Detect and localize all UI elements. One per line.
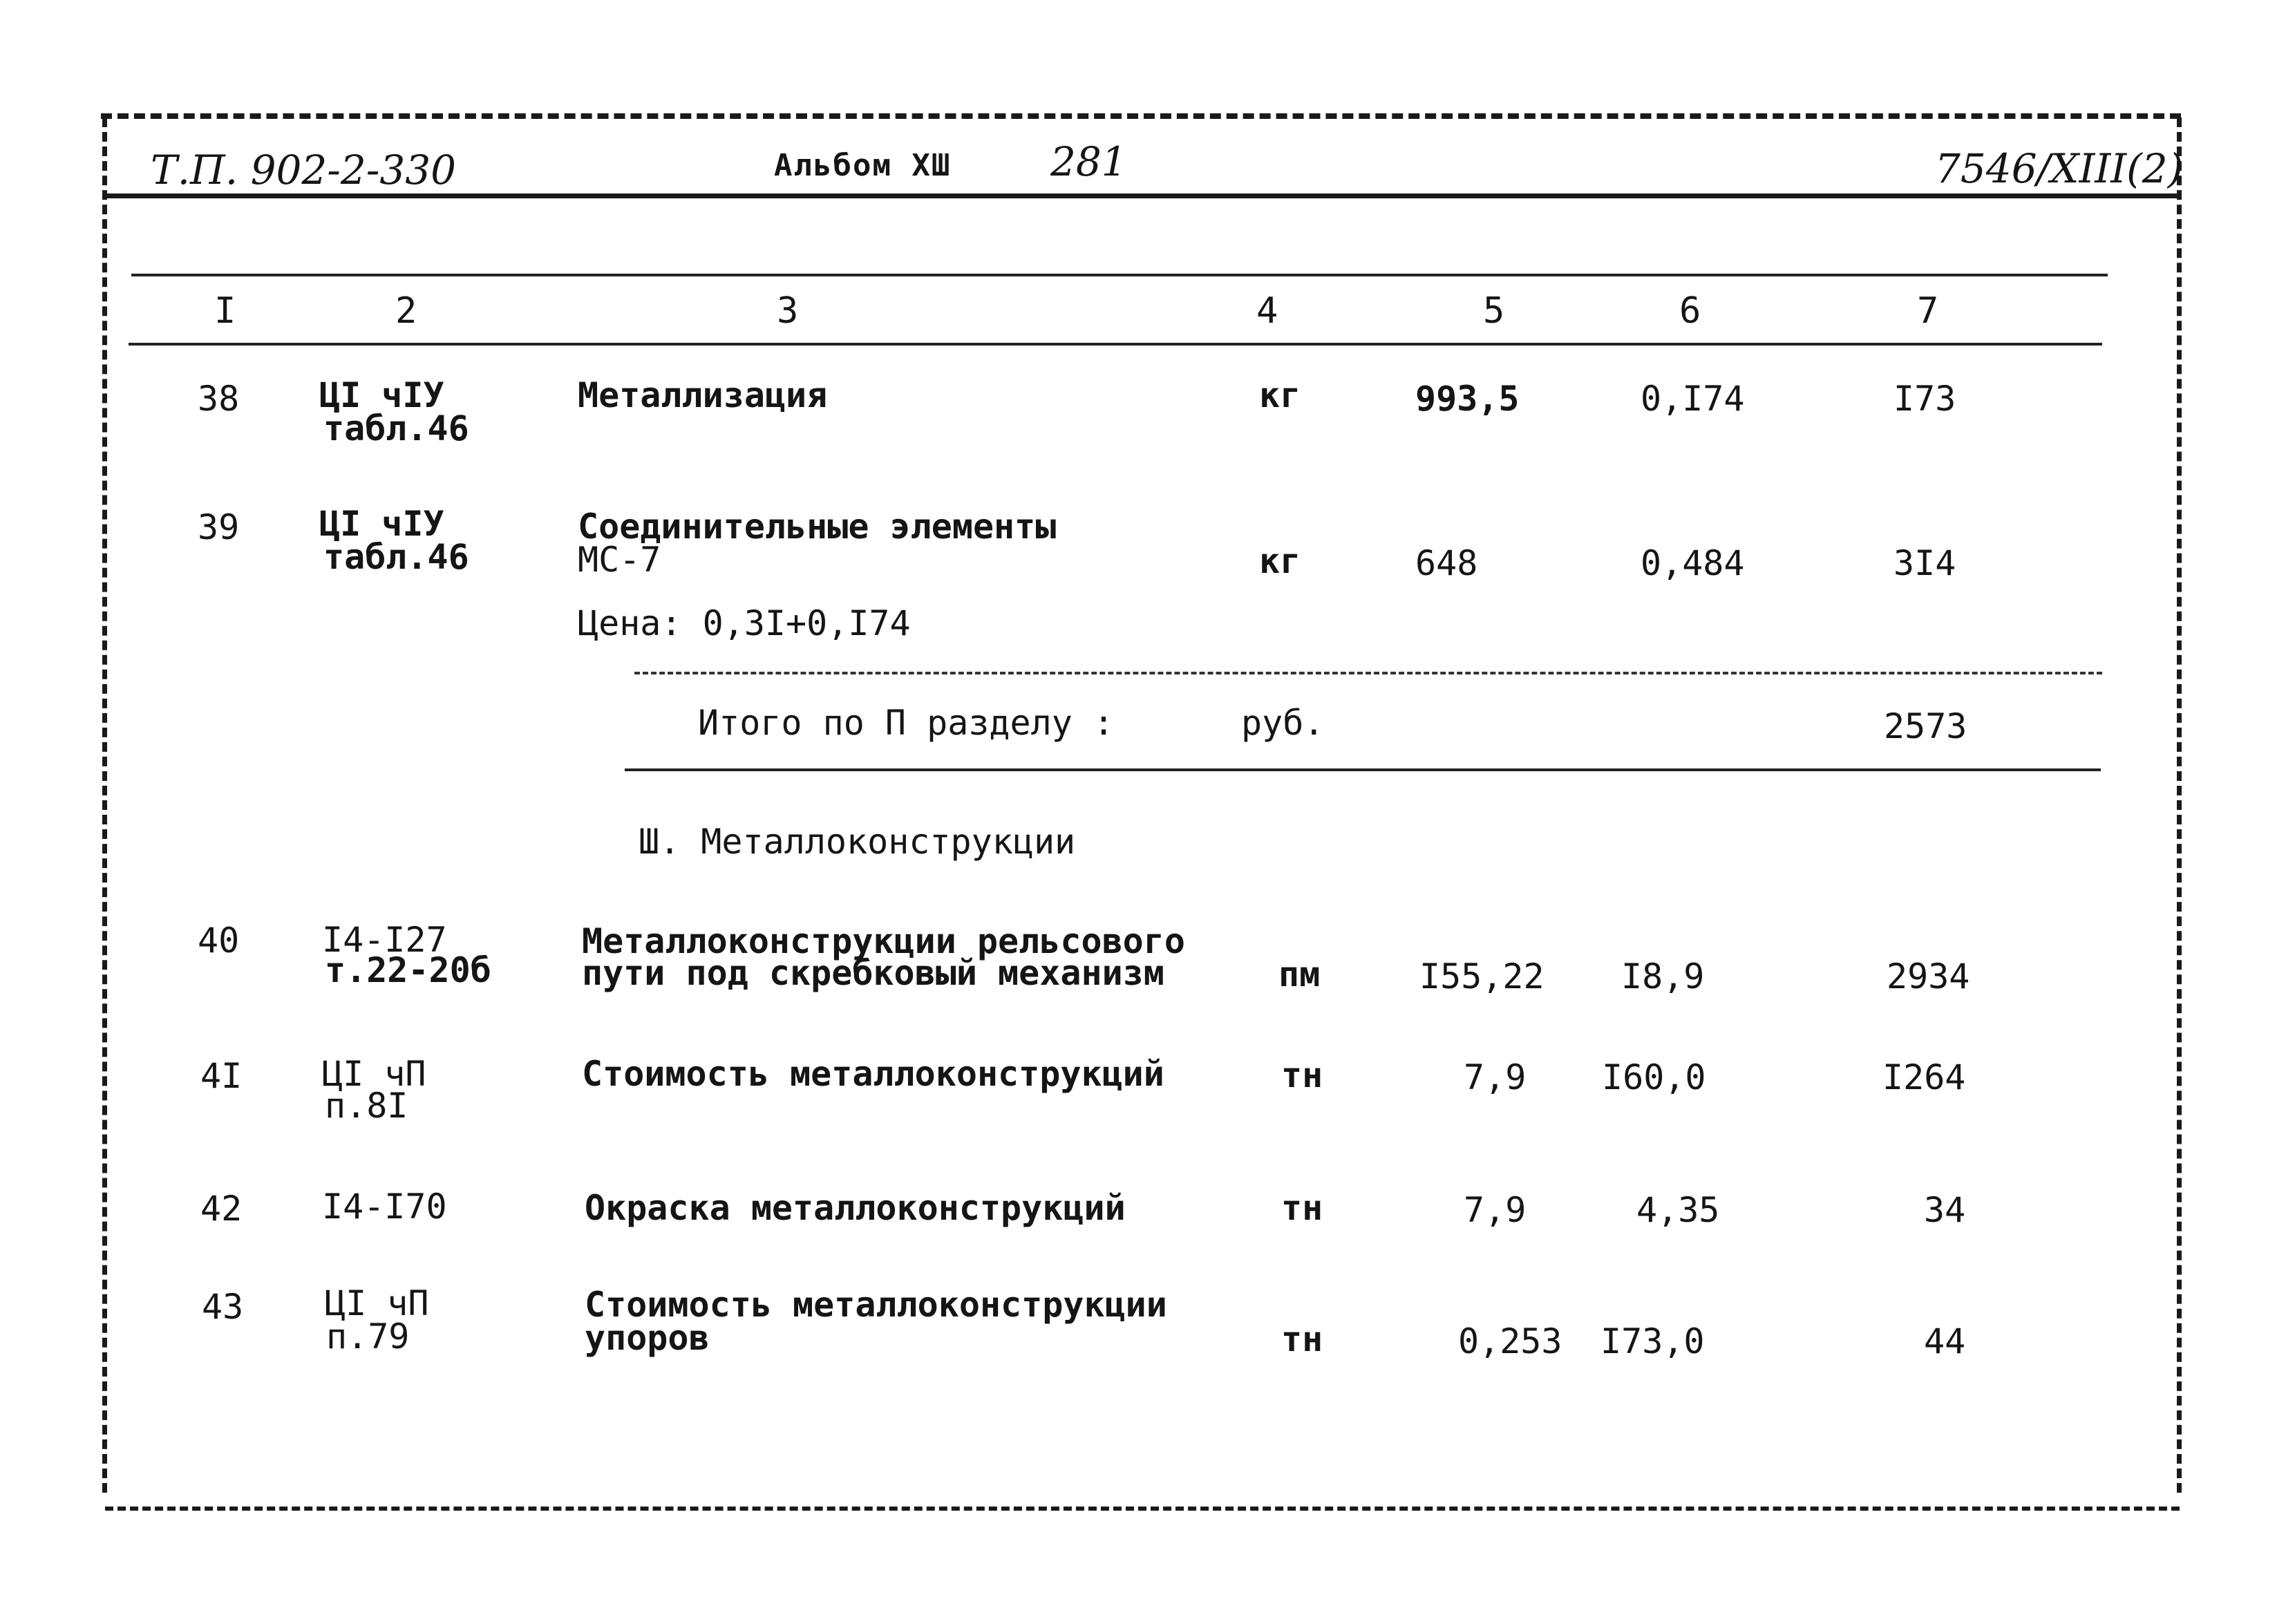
unit: кг (1259, 541, 1301, 581)
description-line2: упоров (585, 1318, 710, 1358)
section-heading: Ш. Металлоконструкции (639, 822, 1076, 862)
row-number: 39 (198, 507, 240, 547)
total-cost: I264 (1882, 1057, 1966, 1097)
reference-line2: табл.46 (323, 408, 469, 449)
subtotal-bottom-rule (625, 768, 2101, 771)
description-line2: МС-7 (578, 540, 661, 580)
column-header-6: 6 (1679, 290, 1701, 332)
column-header-7: 7 (1917, 290, 1939, 332)
album-title: Альбом ХШ (774, 148, 952, 183)
description: Окраска металлоконструкций (585, 1188, 1126, 1228)
quantity: 648 (1415, 543, 1478, 583)
column-header-1: I (214, 290, 236, 332)
subtotal-unit: руб. (1241, 703, 1325, 743)
archive-number: 7546/ХIII(2) (1935, 145, 2184, 192)
page-number: 281 (1050, 138, 1127, 185)
unit: пм (1278, 954, 1321, 994)
table-header-rule (129, 343, 2102, 346)
reference: ЦI чIУ (319, 504, 444, 544)
frame-right-border (2177, 117, 2182, 1493)
frame-bottom-border (105, 1507, 2180, 1511)
description: Соединительные элементы (578, 507, 1057, 547)
description: Стоимость металлоконструкций (582, 1054, 1164, 1094)
unit: тн (1281, 1055, 1323, 1095)
description: Стоимость металлоконструкции (585, 1285, 1167, 1325)
total-cost: I73 (1893, 379, 1956, 419)
reference-line2: табл.46 (323, 537, 469, 577)
row-number: 42 (200, 1189, 243, 1229)
row-number: 43 (202, 1287, 244, 1327)
quantity: 0,253 (1458, 1321, 1562, 1361)
description: Металлоконструкции рельсового (582, 921, 1185, 961)
subtotal-cost: 2573 (1884, 706, 1967, 746)
unit-price: 4,35 (1636, 1190, 1720, 1230)
frame-top-border (101, 113, 2181, 119)
unit-price: I8,9 (1621, 956, 1705, 997)
column-header-5: 5 (1483, 290, 1505, 332)
row-number: 38 (198, 379, 240, 419)
quantity: 993,5 (1415, 379, 1520, 419)
table-top-rule (131, 274, 2108, 276)
price-note: Цена: 0,3I+0,I74 (578, 603, 911, 643)
reference-line2: т.22-20б (325, 950, 491, 990)
column-header-3: 3 (777, 290, 799, 332)
quantity: 7,9 (1464, 1190, 1527, 1230)
unit-price: 0,I74 (1641, 379, 1745, 419)
reference-line2: п.8I (325, 1086, 408, 1126)
unit-price: I73,0 (1600, 1321, 1705, 1361)
project-code: Т.П. 902-2-330 (151, 147, 457, 193)
unit: тн (1281, 1188, 1323, 1228)
total-cost: 34 (1924, 1190, 1966, 1230)
reference-line2: п.79 (326, 1316, 410, 1357)
quantity: 7,9 (1464, 1057, 1527, 1097)
quantity: I55,22 (1419, 956, 1545, 997)
reference: ЦI чП (325, 1283, 429, 1323)
total-cost: 2934 (1887, 956, 1970, 997)
reference: I4-I27 (322, 920, 447, 960)
unit: тн (1281, 1319, 1323, 1359)
header-divider (105, 193, 2178, 198)
reference: ЦI чIУ (319, 375, 444, 415)
total-cost: 3I4 (1893, 543, 1956, 583)
column-header-2: 2 (395, 290, 417, 332)
reference: ЦI чП (322, 1054, 426, 1094)
column-header-4: 4 (1256, 290, 1278, 332)
subtotal-label: Итого по П разделу : (698, 703, 1115, 743)
unit-price: I60,0 (1602, 1057, 1706, 1097)
row-number: 40 (198, 920, 240, 961)
subtotal-top-rule (634, 672, 2102, 674)
description: Металлизация (578, 375, 828, 415)
reference: I4-I70 (322, 1187, 447, 1227)
description-line2: пути под скребковый механизм (582, 953, 1164, 993)
frame-left-border (102, 117, 107, 1493)
unit-price: 0,484 (1641, 543, 1745, 583)
unit: кг (1259, 375, 1301, 415)
total-cost: 44 (1924, 1321, 1966, 1361)
row-number: 4I (200, 1056, 243, 1096)
